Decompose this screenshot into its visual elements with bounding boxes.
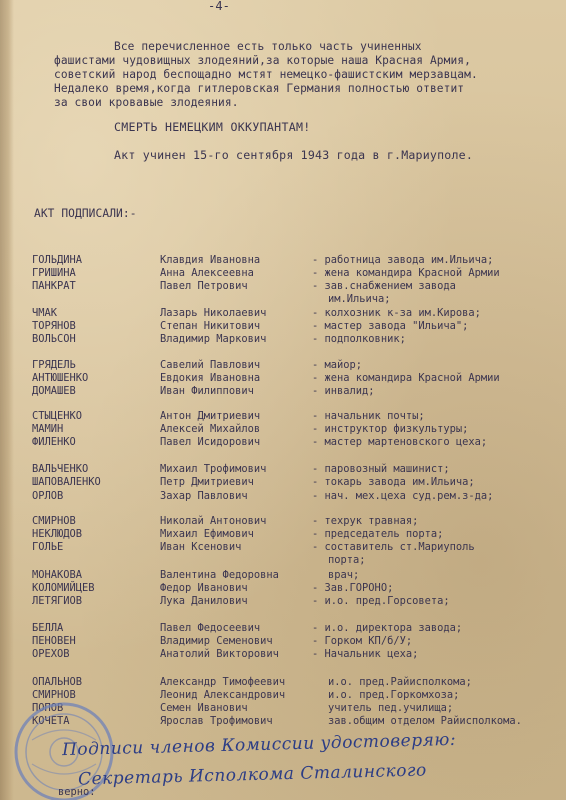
signatory-row bbox=[0, 569, 566, 582]
signatory-role: зав.общим отделом Райисполкома. bbox=[328, 715, 522, 727]
signatory-surname: ГРЯДЕЛЬ bbox=[32, 359, 76, 371]
handwritten-secretary: Секретарь Исполкома Сталинского bbox=[77, 760, 428, 790]
signatory-role: учитель пед.училища; bbox=[328, 702, 454, 714]
signatory-row bbox=[0, 554, 566, 567]
signatory-given-name: Ярослав Трофимович bbox=[160, 715, 273, 727]
signatory-role: - майор; bbox=[312, 359, 363, 371]
signatory-given-name: Евдокия Ивановна bbox=[160, 372, 261, 384]
paragraph-line-5: за свои кровавые злодеяния. bbox=[54, 96, 239, 109]
signatory-role: - мастер завода "Ильича"; bbox=[312, 320, 469, 332]
signatory-role: и.о. пред.Райисполкома; bbox=[328, 676, 472, 688]
signatory-role: - колхозник к-за им.Кирова; bbox=[312, 307, 481, 319]
signatory-row bbox=[0, 476, 566, 489]
signatory-role: им.Ильича; bbox=[328, 293, 391, 305]
signatory-role: - мастер мартеновского цеха; bbox=[312, 436, 488, 448]
signatory-surname: ОПАЛЬНОВ bbox=[32, 676, 83, 688]
signatory-surname: НЕКЛЮДОВ bbox=[32, 528, 83, 540]
signatory-given-name: Захар Павлович bbox=[160, 490, 248, 502]
signatory-role: - жена командира Красной Армии bbox=[312, 267, 500, 279]
signatory-row bbox=[0, 676, 566, 689]
signatory-surname: МОНАКОВА bbox=[32, 569, 83, 581]
signatory-row bbox=[0, 280, 566, 293]
signatory-given-name: Павел Исидорович bbox=[160, 436, 261, 448]
signatory-surname: ПОПОВ bbox=[32, 702, 64, 714]
signatory-surname: ЧМАК bbox=[32, 307, 58, 319]
signatory-row bbox=[0, 648, 566, 661]
signatory-given-name: Семен Иванович bbox=[160, 702, 248, 714]
signatory-given-name: Валентина Федоровна bbox=[160, 569, 279, 581]
signatory-row bbox=[0, 267, 566, 280]
signatory-given-name: Михаил Ефимович bbox=[160, 528, 254, 540]
signatory-surname: МАМИН bbox=[32, 423, 64, 435]
signatory-row bbox=[0, 463, 566, 476]
signatory-surname: СМИРНОВ bbox=[32, 515, 76, 527]
signatory-given-name: Степан Никитович bbox=[160, 320, 261, 332]
signatory-given-name: Владимир Семенович bbox=[160, 635, 273, 647]
signatory-surname: ДОМАШЕВ bbox=[32, 385, 76, 397]
signatory-row bbox=[0, 582, 566, 595]
signatory-row bbox=[0, 423, 566, 436]
signatory-row bbox=[0, 410, 566, 423]
signatory-given-name: Лука Данилович bbox=[160, 595, 248, 607]
footer-word: верно: bbox=[58, 786, 96, 798]
signatory-row bbox=[0, 635, 566, 648]
signatory-surname: ПАНКРАТ bbox=[32, 280, 76, 292]
signatory-role: - техрук травная; bbox=[312, 515, 419, 527]
signatory-role: - токарь завода им.Ильича; bbox=[312, 476, 475, 488]
signatory-given-name: Александр Тимофеевич bbox=[160, 676, 286, 688]
signatory-given-name: Анатолий Викторович bbox=[160, 648, 279, 660]
slogan: СМЕРТЬ НЕМЕЦКИМ ОККУПАНТАМ! bbox=[114, 120, 311, 134]
signatory-surname: БЕЛЛА bbox=[32, 622, 64, 634]
signatory-surname: ГОЛЬЕ bbox=[32, 541, 64, 553]
signatory-given-name: Анна Алексеевна bbox=[160, 267, 254, 279]
signatory-surname: ПЕНОВЕН bbox=[32, 635, 76, 647]
signatory-row bbox=[0, 515, 566, 528]
signatory-role: порта; bbox=[328, 554, 366, 566]
signatory-given-name: Михаил Трофимович bbox=[160, 463, 267, 475]
handwritten-certification: Подписи членов Комиссии удостоверяю: bbox=[61, 729, 457, 761]
signatory-row bbox=[0, 372, 566, 385]
signatory-role: - и.о. директора завода; bbox=[312, 622, 463, 634]
signatory-role: - Горком КП/б/У; bbox=[312, 635, 413, 647]
signatory-row bbox=[0, 359, 566, 372]
signatory-role: - председатель порта; bbox=[312, 528, 444, 540]
signatory-surname: ОРЛОВ bbox=[32, 490, 64, 502]
signatory-role: - начальник почты; bbox=[312, 410, 425, 422]
signatory-given-name: Алексей Михайлов bbox=[160, 423, 261, 435]
signatory-given-name: Иван Филиппович bbox=[160, 385, 254, 397]
signatory-row bbox=[0, 541, 566, 554]
signatory-given-name: Клавдия Ивановна bbox=[160, 254, 261, 266]
signatory-role: и.о. пред.Горкомхоза; bbox=[328, 689, 460, 701]
signatory-surname: ЛЕТЯГИОВ bbox=[32, 595, 83, 607]
signatory-role: - составитель ст.Мариуполь bbox=[312, 541, 475, 553]
signatory-given-name: Савелий Павлович bbox=[160, 359, 261, 371]
signatory-row bbox=[0, 528, 566, 541]
signatory-row bbox=[0, 595, 566, 608]
signatory-given-name: Лазарь Николаевич bbox=[160, 307, 267, 319]
signatory-given-name: Петр Дмитриевич bbox=[160, 476, 254, 488]
signatory-row bbox=[0, 307, 566, 320]
signatory-row bbox=[0, 320, 566, 333]
signatory-role: - Начальник цеха; bbox=[312, 648, 419, 660]
act-date-line: Акт учинен 15-го сентября 1943 года в г.Мариуполе. bbox=[114, 148, 474, 162]
signatory-role: - паровозный машинист; bbox=[312, 463, 450, 475]
signatory-role: - Зав.ГОРОНО; bbox=[312, 582, 394, 594]
signatory-surname: ШАПОВАЛЕНКО bbox=[32, 476, 101, 488]
signatory-given-name: Владимир Маркович bbox=[160, 333, 267, 345]
page-number: -4- bbox=[208, 0, 230, 13]
signatory-role: - нач. мех.цеха суд.рем.з-да; bbox=[312, 490, 494, 502]
signatory-surname: ТОРЯНОВ bbox=[32, 320, 76, 332]
paragraph-line-3: советский народ беспощадно мстят немецко-фашистским мерзавцам. bbox=[54, 68, 478, 81]
signatory-row bbox=[0, 254, 566, 267]
signatory-surname: ГРИШИНА bbox=[32, 267, 76, 279]
signatory-role: - работница завода им.Ильича; bbox=[312, 254, 494, 266]
signatory-surname: СМИРНОВ bbox=[32, 689, 76, 701]
signatory-role: - инструктор физкультуры; bbox=[312, 423, 469, 435]
signatory-role: - жена командира Красной Армии bbox=[312, 372, 500, 384]
signatory-row bbox=[0, 436, 566, 449]
signatory-row bbox=[0, 293, 566, 306]
signed-heading: АКТ ПОДПИСАЛИ:- bbox=[34, 207, 137, 220]
signatory-surname: ВОЛЬСОН bbox=[32, 333, 76, 345]
paragraph-line-2: фашистами чудовищных злодеяний,за которые наша Красная Армия, bbox=[54, 54, 471, 67]
signatory-row bbox=[0, 622, 566, 635]
signatory-surname: ВАЛЬЧЕНКО bbox=[32, 463, 89, 475]
signatory-surname: ФИЛЕНКО bbox=[32, 436, 76, 448]
signatory-row bbox=[0, 385, 566, 398]
paragraph-line-1: Все перечисленное есть только часть учиненных bbox=[114, 40, 422, 53]
signatory-role: - инвалид; bbox=[312, 385, 375, 397]
signatory-surname: ОРЕХОВ bbox=[32, 648, 70, 660]
signatory-given-name: Иван Ксенович bbox=[160, 541, 242, 553]
signatory-row bbox=[0, 490, 566, 503]
signatory-surname: КОЛОМИЙЦЕВ bbox=[32, 582, 95, 594]
signatory-surname: СТЫЦЕНКО bbox=[32, 410, 83, 422]
signatory-surname: ГОЛЬДИНА bbox=[32, 254, 83, 266]
signatory-given-name: Павел Федосеевич bbox=[160, 622, 261, 634]
signatory-role: - зав.снабжением завода bbox=[312, 280, 456, 292]
signatory-given-name: Павел Петрович bbox=[160, 280, 248, 292]
signatory-role: - и.о. пред.Горсовета; bbox=[312, 595, 450, 607]
signatory-role: - подполковник; bbox=[312, 333, 406, 345]
signatory-row bbox=[0, 333, 566, 346]
signatory-given-name: Николай Антонович bbox=[160, 515, 267, 527]
signatory-given-name: Антон Дмитриевич bbox=[160, 410, 261, 422]
paragraph-line-4: Недалеко время,когда гитлеровская Германия полностью ответит bbox=[54, 82, 465, 95]
signatory-role: врач; bbox=[328, 569, 360, 581]
signatory-surname: КОЧЕТА bbox=[32, 715, 70, 727]
signatory-surname: АНТЮШЕНКО bbox=[32, 372, 89, 384]
signatory-given-name: Леонид Александрович bbox=[160, 689, 286, 701]
signatory-given-name: Федор Иванович bbox=[160, 582, 248, 594]
